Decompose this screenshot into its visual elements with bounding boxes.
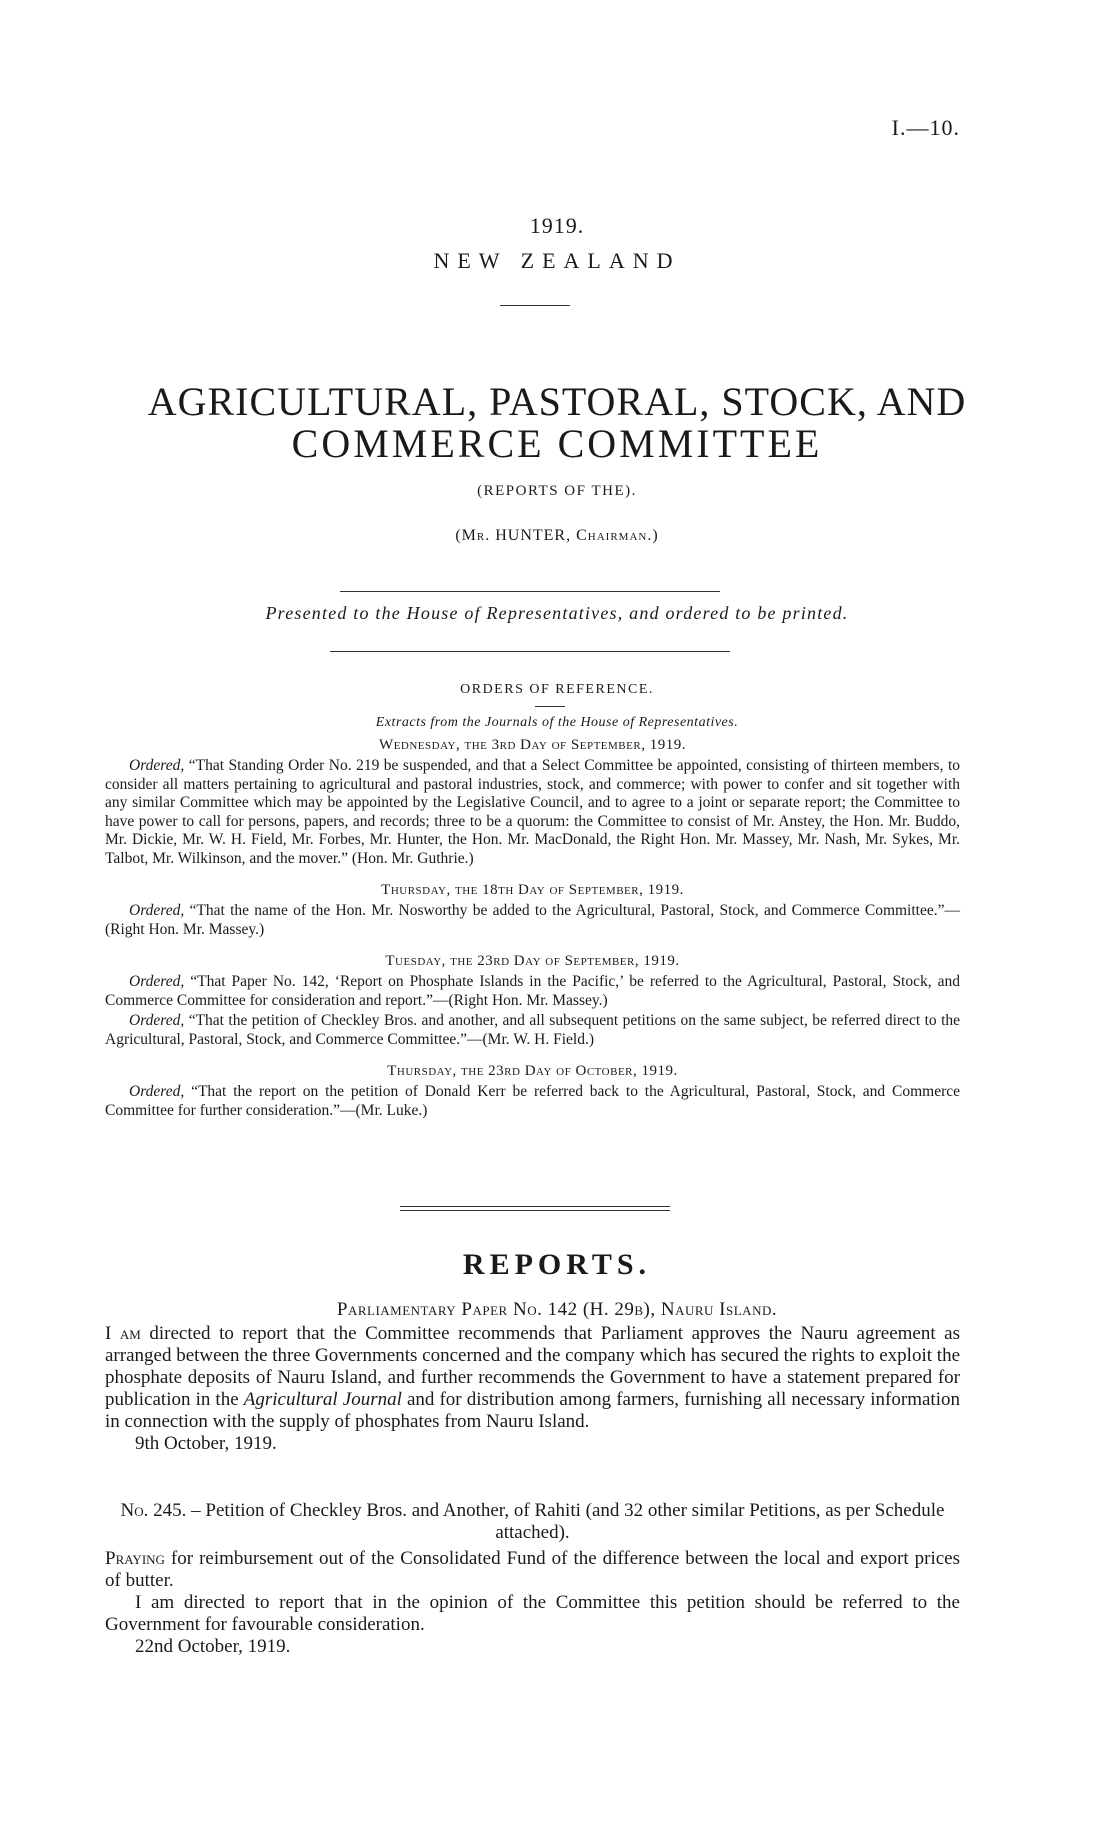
presented-line: Presented to the House of Representatives, and ordered to be printed. <box>265 603 849 623</box>
order-date: Tuesday, the 23rd Day of September, 1919. <box>385 953 680 969</box>
order-text: “That the report on the petition of Donald Kerr be referred back to the Agricultural, Pastoral, Stock, and Commerce Committee for further consideration.”—(Mr. Luke.) <box>105 1083 960 1119</box>
section-rule-bottom <box>400 1210 670 1211</box>
report1-title: Parliamentary Paper No. 142 (H. 29b), Nauru Island. <box>336 1299 778 1320</box>
order-text: “That the name of the Hon. Mr. Nosworthy be added to the Agricultural, Pastoral, Stock, and Commerce Committee.”—(Right Hon. Mr. Massey.) <box>105 902 960 938</box>
praying-text: for reimbursement out of the Consolidated Fund of the difference between the local and export prices of butter. <box>105 1548 960 1591</box>
report1-paragraph <box>105 1323 960 1433</box>
ordered-label: Ordered, <box>129 973 185 990</box>
report2-number: No. 245. <box>120 1500 187 1521</box>
order-paragraph <box>105 757 960 868</box>
report1-body <box>105 1323 960 1455</box>
title-line-1: AGRICULTURAL, PASTORAL, STOCK, AND <box>147 379 967 424</box>
report2 <box>105 1500 960 1658</box>
praying-lead: Praying <box>105 1548 165 1569</box>
order-date: Wednesday, the 3rd Day of September, 1919. <box>379 737 686 753</box>
order-paragraph <box>105 1083 960 1120</box>
report2-praying <box>105 1548 960 1592</box>
ordered-label: Ordered, <box>129 1083 185 1100</box>
journal-title: Agricultural Journal <box>243 1389 402 1410</box>
report1-lead: I am <box>105 1323 141 1344</box>
order-text: “That the petition of Checkley Bros. and another, and all subsequent petitions on the same subject, be referred direct to the Agricultural, Pastoral, Stock, and Commerce Committee.”—(Mr. W. H. Field.) <box>105 1012 961 1048</box>
orders-short-rule <box>535 706 565 707</box>
order-paragraph <box>105 973 960 1010</box>
order-paragraph <box>105 1012 960 1049</box>
header-rule <box>500 305 570 306</box>
title-line-2: COMMERCE COMMITTEE <box>291 421 823 466</box>
section-rule-top <box>400 1206 670 1207</box>
chairman: (Mr. HUNTER, Chairman.) <box>455 527 659 544</box>
reports-of-the: (REPORTS OF THE). <box>477 483 637 499</box>
report1-text-a: directed to report that the Committee recommends that Parliament approves the Nauru agreement as arranged between the three Governments concerned and the company which has secured the rights to exploit the phosphate deposits of Nauru Island, and further recommends the Government to have a statement prepared for publication in the <box>105 1323 960 1410</box>
report1-text-b: and for distribution among farmers, furnishing all necessary information in connection with the supply of phosphates from Nauru Island. <box>105 1389 960 1432</box>
order-text: “That Paper No. 142, ‘Report on Phosphate Islands in the Pacific,’ be referred to the Agricultural, Pastoral, Stock, and Commerce Committee for consideration and report.”—(Right Hon. Mr. Massey.) <box>105 973 961 1009</box>
year: 1919. <box>529 213 585 238</box>
report2-title-text: – Petition of Checkley Bros. and Another, of Rahiti (and 32 other similar Petitions, as per Schedule attached). <box>186 1500 945 1543</box>
report2-title <box>105 1500 960 1544</box>
order-text: “That Standing Order No. 219 be suspended, and that a Select Committee be appointed, consisting of thirteen members, to consider all matters pertaining to agricultural and pastoral industries, stock, and commerce; with power to confer and sit together with any similar Committee which may be appointed by the Legislative Council, and to agree to a joint or separate report; the Committee to have power to call for persons, papers, and records; three to be a quorum: the Committee to consist of Mr. Anstey, the Hon. Mr. Buddo, Mr. Dickie, Mr. W. H. Field, Mr. Forbes, Mr. Hunter, the Hon. Mr. MacDonald, the Right Hon. Mr. Massey, Mr. Nash, Mr. Sykes, Mr. Talbot, Mr. Wilkinson, and the mover.” (Hon. Mr. Guthrie.) <box>105 757 961 867</box>
order-paragraph <box>105 902 960 939</box>
orders-heading: ORDERS OF REFERENCE. <box>460 682 654 697</box>
presented-rule <box>330 651 730 652</box>
ordered-label: Ordered, <box>129 902 185 919</box>
title-rule <box>340 591 720 592</box>
report2-body: I am directed to report that in the opinion of the Committee this petition should be referred to the Government for favourable consideration. <box>105 1592 960 1635</box>
order-date: Thursday, the 18th Day of September, 1919. <box>381 882 684 898</box>
order-date: Thursday, the 23rd Day of October, 1919. <box>387 1063 678 1079</box>
orders-subheading: Extracts from the Journals of the House of Representatives. <box>375 715 739 730</box>
report2-date: 22nd October, 1919. <box>135 1636 291 1657</box>
page-reference: I.—10. <box>891 115 960 140</box>
ordered-label: Ordered, <box>129 757 185 774</box>
report1-date: 9th October, 1919. <box>135 1433 277 1454</box>
orders-body <box>105 736 960 1120</box>
ordered-label: Ordered, <box>129 1012 185 1029</box>
reports-heading: REPORTS. <box>462 1248 652 1281</box>
country: NEW ZEALAND <box>433 248 681 273</box>
